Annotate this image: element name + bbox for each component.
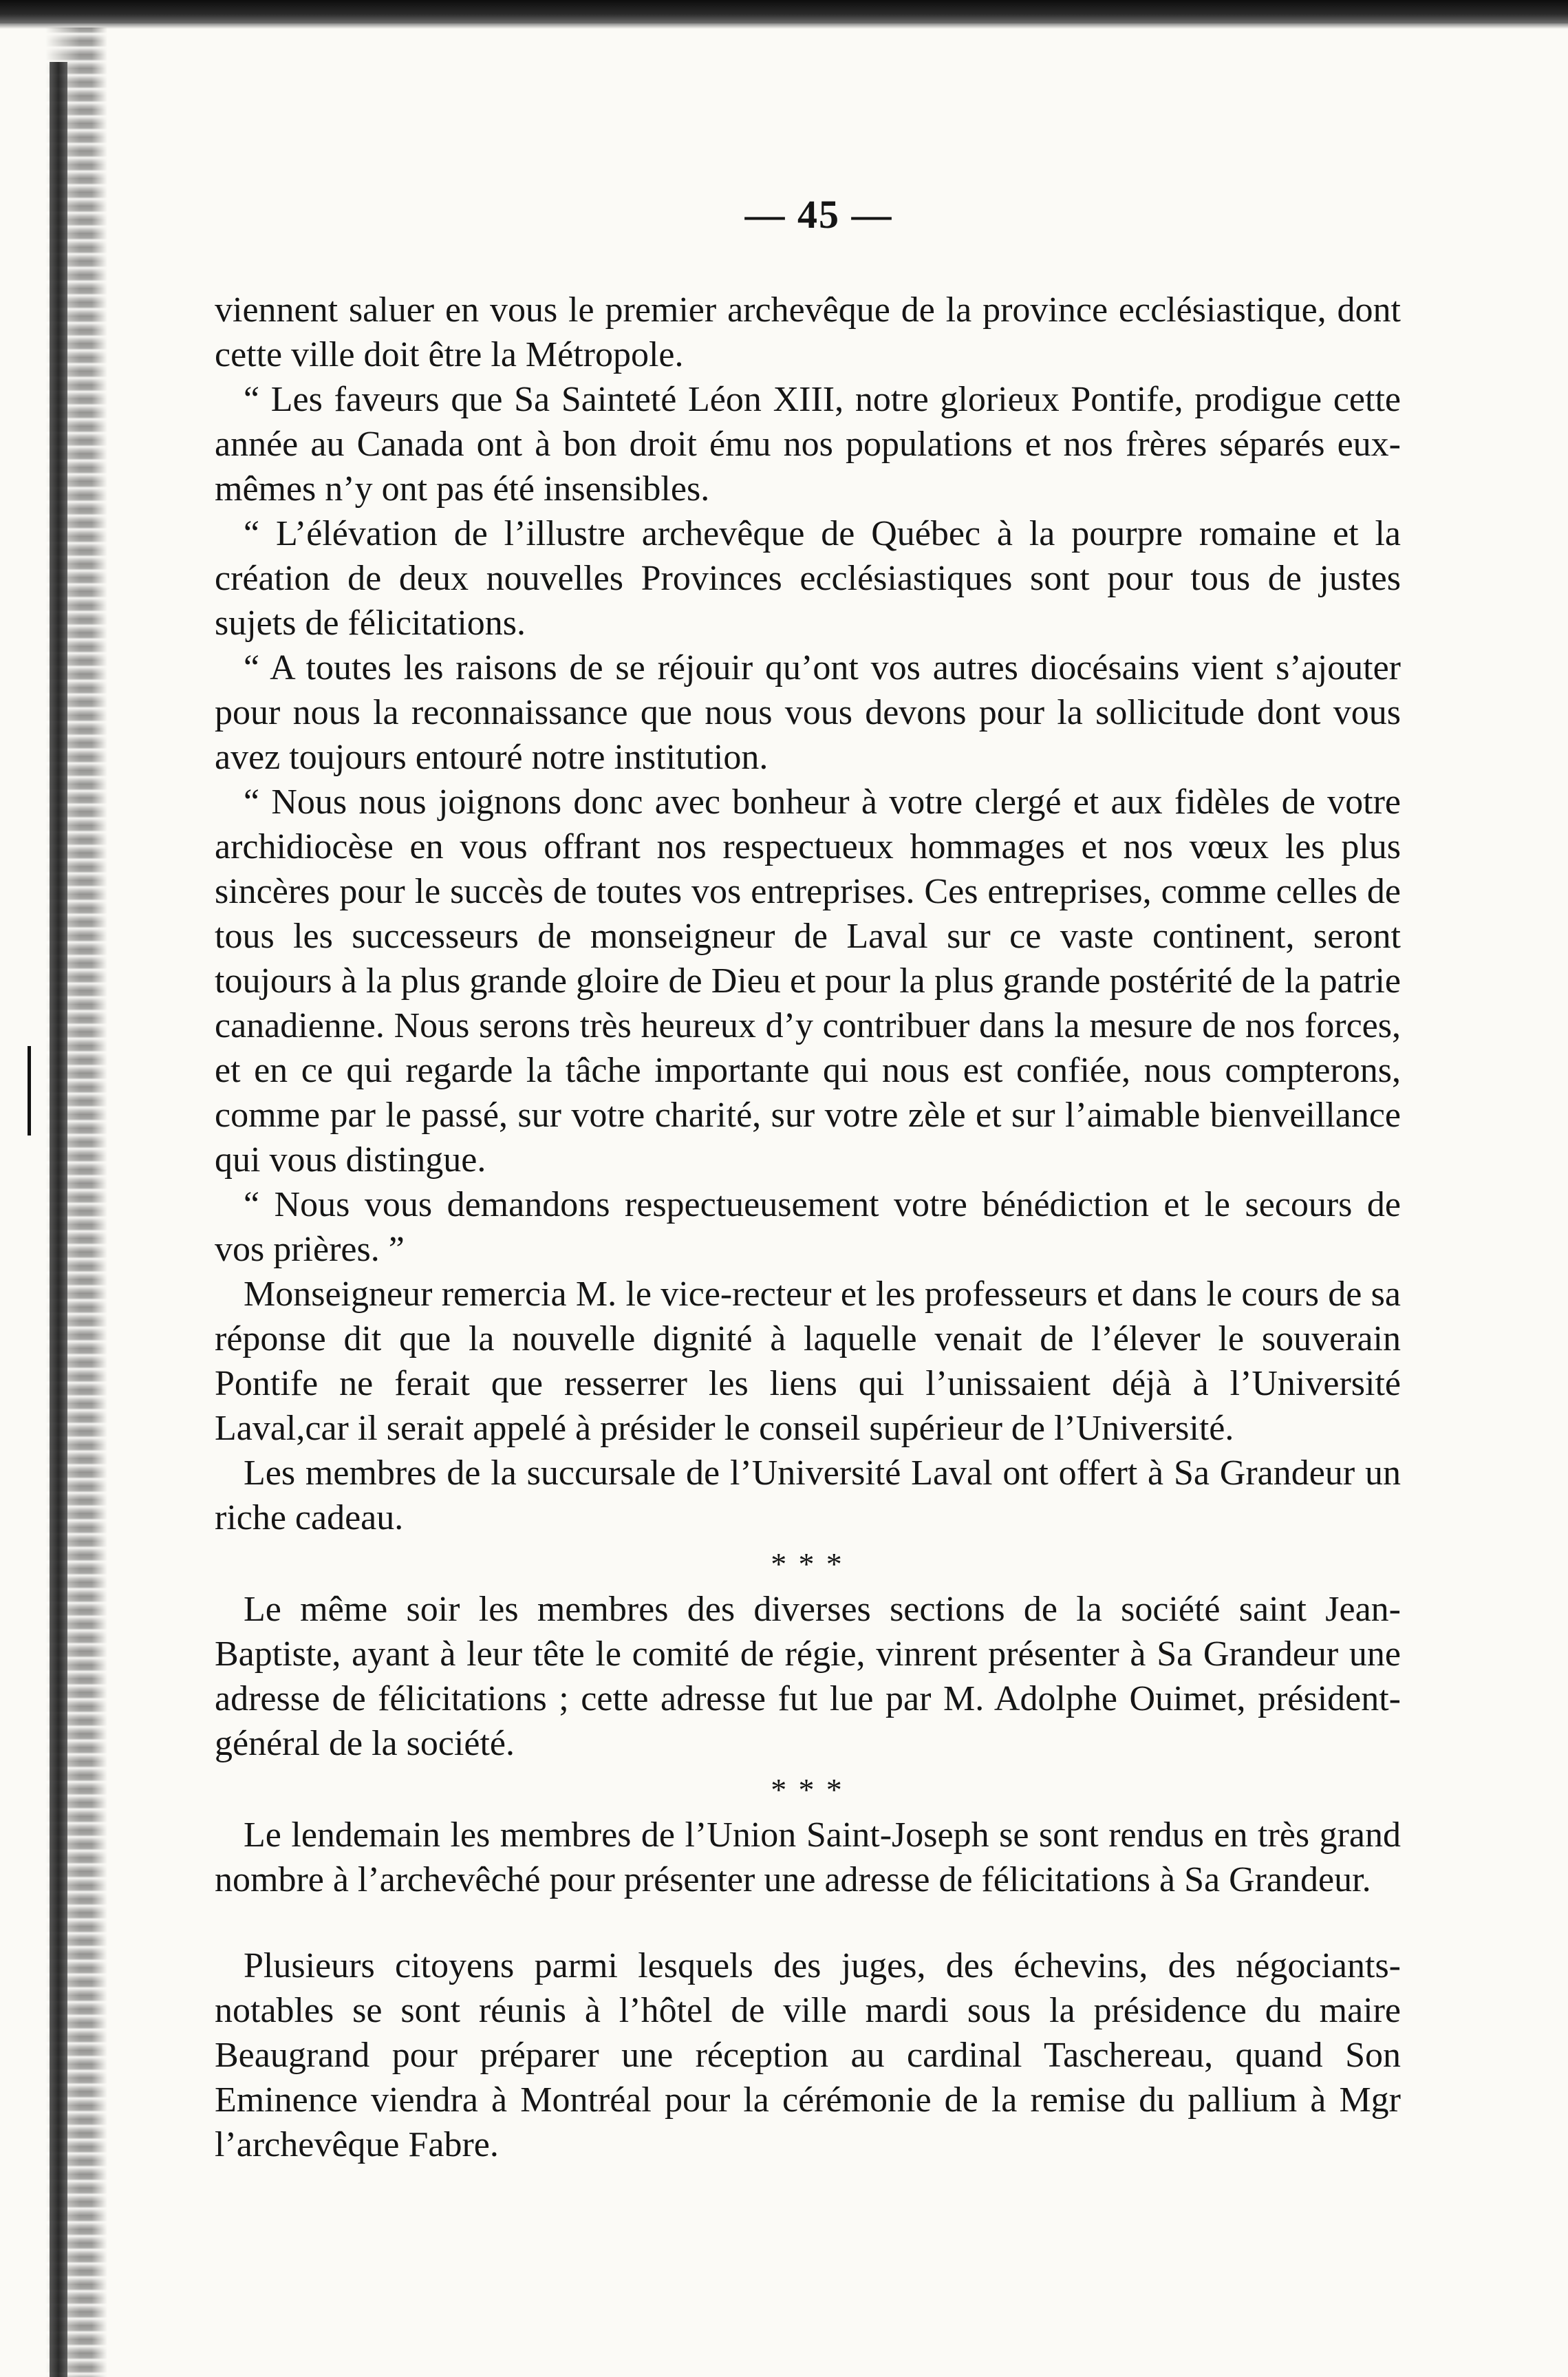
scan-margin-line — [28, 1046, 31, 1136]
paragraph-reponse: Monseigneur remercia M. le vice-recteur et les professeurs et dans le cours de sa réponse dit que la nouvelle dignité à laquelle venait de l’élever le souverain Pontife ne ferait que resserrer les liens qui l’unissaient déjà à l’Université Laval,car il serait appelé à présider le conseil supérieur de l’Université. — [215, 1275, 1401, 1448]
page-number: — 45 — — [744, 192, 893, 237]
paragraph-saint-jean-baptiste: Le même soir les membres des diverses sections de la société saint Jean-Baptiste, ayant à leur tête le comité de régie, vinrent présenter à Sa Grandeur une adresse de félicitations ; cette adresse fut lue par M. Adolphe Ouimet, président-général de la société. — [215, 1590, 1401, 1763]
paragraph-quote-joignons: “ Nous nous joignons donc avec bonheur à votre clergé et aux fidèles de votre archidiocèse en vous offrant nos respectueux hommages et nos vœux les plus sincères pour le succès de toutes vos entreprises. Ces entreprises, comme celles de tous les successeurs de monseigneur de Laval sur ce vaste continent, seront toujours à la plus grande gloire de Dieu et pour la plus grande postérité de la patrie canadienne. Nous serons très heureux d’y contribuer dans la mesure de nos forces, et en ce qui regarde la tâche importante qui nous est confiée, nous compterons, comme par le passé, sur votre charité, sur votre zèle et sur l’aimable bienveillance qui vous distingue. — [215, 782, 1401, 1180]
paragraph-reception-cardinal: Plusieurs citoyens parmi lesquels des juges, des échevins, des négociants-notables se sont réunis à l’hôtel de ville mardi sous la présidence du maire Beaugrand pour préparer une réception au cardinal Taschereau, quand Son Eminence viendra à Montréal pour la cérémonie de la remise du pallium à Mgr l’archevêque Fabre. — [215, 1946, 1401, 2164]
asterism-separator: * * * — [771, 1546, 845, 1581]
scan-top-border — [0, 0, 1568, 23]
paragraph-continuation: viennent saluer en vous le premier archevêque de la province ecclésiastique, dont cette ville doit être la Métropole. — [215, 290, 1401, 374]
section-gap — [215, 1902, 1401, 1943]
page-body — [215, 288, 1401, 2167]
asterism-separator: * * * — [771, 1772, 845, 1807]
paragraph-quote-elevation: “ L’élévation de l’illustre archevêque de Québec à la pourpre romaine et la création de deux nouvelles Provinces ecclésiastiques sont pour tous de justes sujets de félicitations. — [215, 514, 1401, 643]
paragraph-union-saint-joseph: Le lendemain les membres de l’Union Saint-Joseph se sont rendus en très grand nombre à l’archevêché pour présenter une adresse de félicitations à Sa Grandeur. — [215, 1815, 1401, 1899]
scan-binding-bar — [50, 62, 67, 2377]
paragraph-quote-benediction: “ Nous vous demandons respectueusement votre bénédiction et le secours de vos prières. ” — [215, 1185, 1401, 1269]
paragraph-quote-raisons: “ A toutes les raisons de se réjouir qu’ont vos autres diocésains vient s’ajouter pour nous la reconnaissance que nous vous devons pour la sollicitude dont vous avez toujours entouré notre institution. — [215, 648, 1401, 777]
paragraph-quote-faveurs: “ Les faveurs que Sa Sainteté Léon XIII, notre glorieux Pontife, prodigue cette année au Canada ont à bon droit ému nos populations et nos frères séparés eux-mêmes n’y ont pas été insensibles. — [215, 380, 1401, 509]
paragraph-cadeau: Les membres de la succursale de l’Université Laval ont offert à Sa Grandeur un riche cadeau. — [215, 1453, 1401, 1537]
